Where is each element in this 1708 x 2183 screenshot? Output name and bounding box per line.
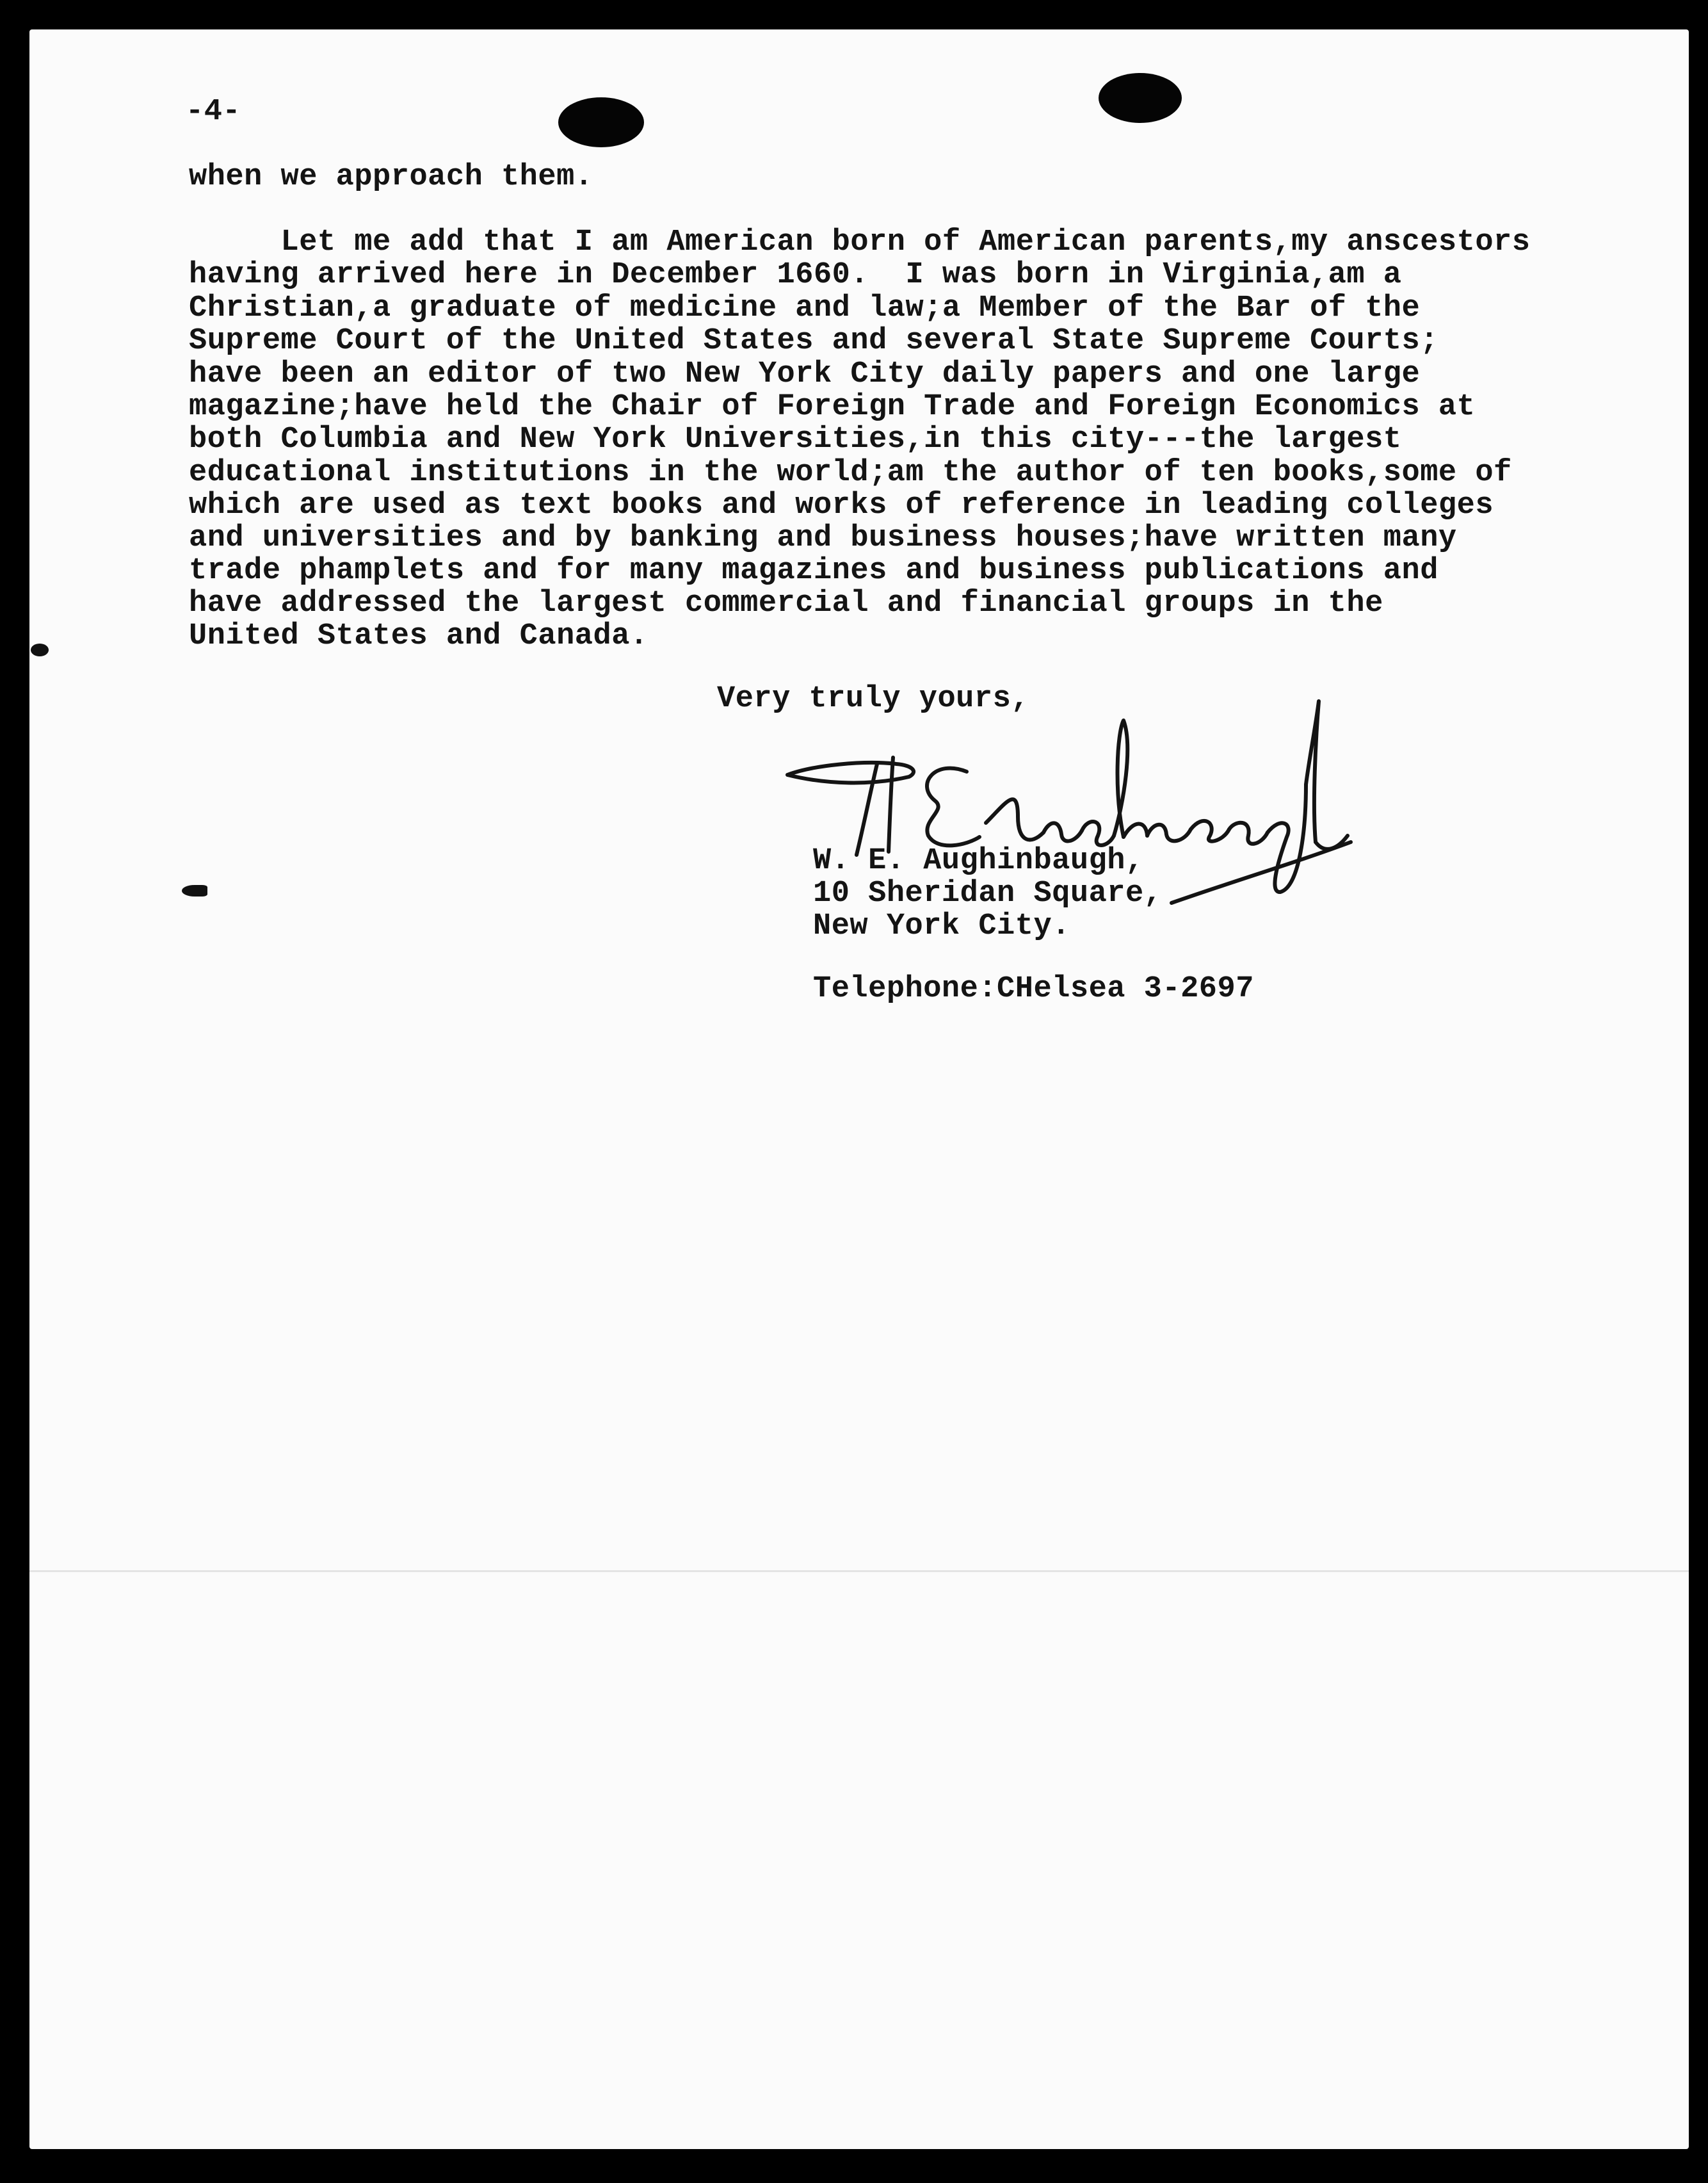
body-line: having arrived here in December 1660. I was born in Virginia,am a: [189, 258, 1402, 292]
page-fold-line: [29, 1570, 1689, 1572]
closing: Very truly yours,: [717, 682, 1029, 716]
body-line: which are used as text books and works of reference in leading colleges: [189, 489, 1494, 523]
body-line: magazine;have held the Chair of Foreign Trade and Foreign Economics at: [189, 390, 1476, 424]
arrow-mark: [182, 885, 207, 897]
body-line: have addressed the largest commercial and financial groups in the: [189, 587, 1383, 621]
punch-hole-right: [1099, 73, 1182, 123]
telephone: Telephone:CHelsea 3-2697: [813, 972, 1254, 1006]
continuation-line: when we approach them.: [189, 160, 593, 194]
body-line: educational institutions in the world;am the author of ten books,some of: [189, 456, 1512, 490]
signer-city: New York City.: [813, 909, 1070, 943]
body-line: United States and Canada.: [189, 619, 649, 653]
body-line: Christian,a graduate of medicine and law;a Member of the Bar of the: [189, 291, 1421, 325]
binder-mark: [31, 644, 49, 656]
punch-hole-left: [558, 97, 644, 147]
body-line: have been an editor of two New York City daily papers and one large: [189, 357, 1421, 391]
body-line: Supreme Court of the United States and several State Supreme Courts;: [189, 324, 1438, 358]
signer-name: W. E. Aughinbaugh,: [813, 844, 1144, 878]
page-number: -4-: [186, 95, 241, 129]
signer-address: 10 Sheridan Square,: [813, 877, 1163, 911]
body-line: trade phamplets and for many magazines and business publications and: [189, 554, 1438, 588]
body-line: Let me add that I am American born of American parents,my anscestors: [189, 225, 1531, 259]
body-line: both Columbia and New York Universities,in this city---the largest: [189, 423, 1402, 457]
body-line: and universities and by banking and business houses;have written many: [189, 521, 1457, 555]
